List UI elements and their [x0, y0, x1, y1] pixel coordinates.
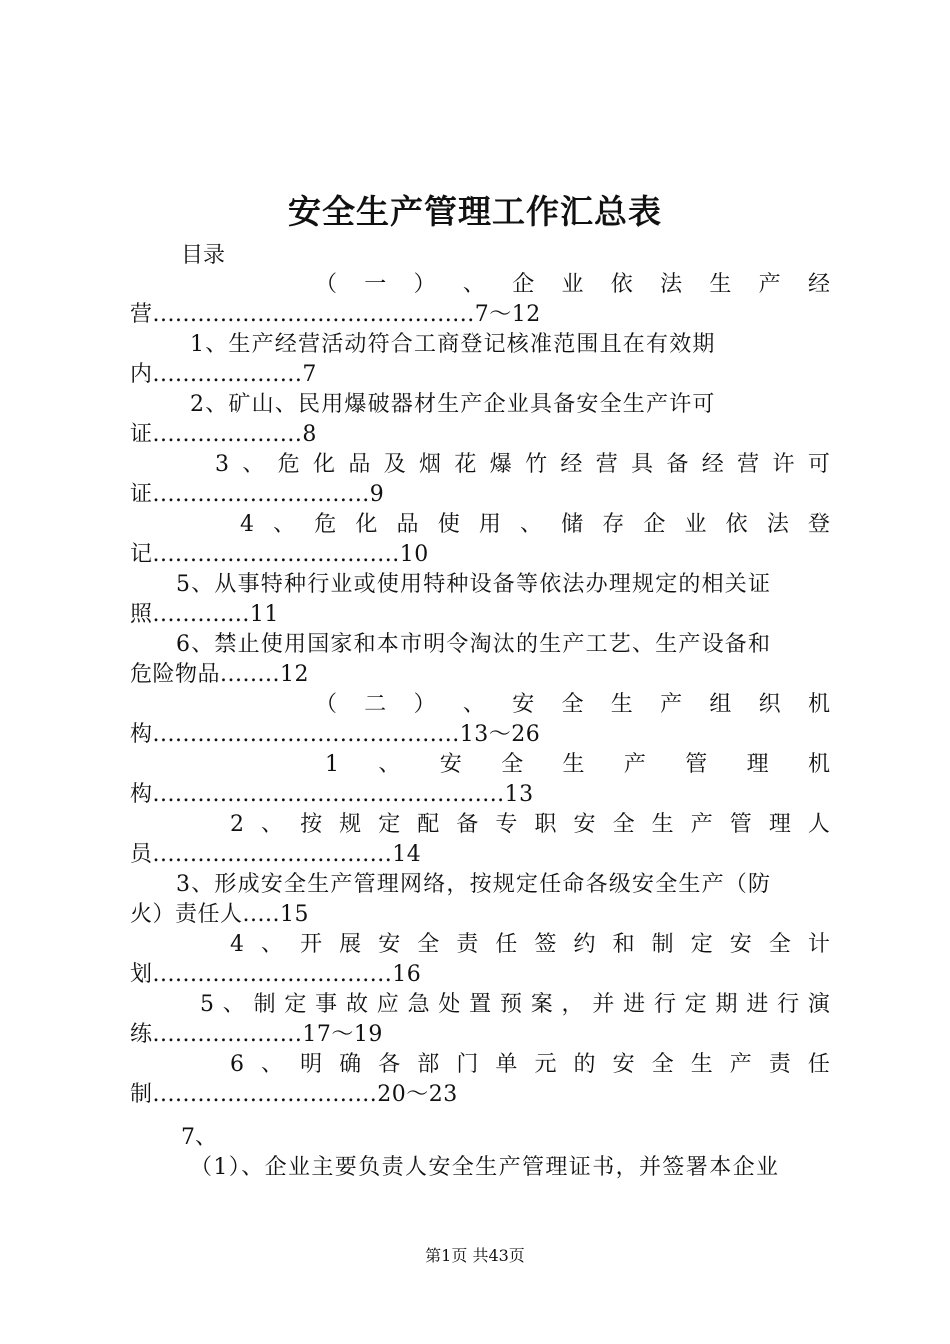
- toc-char: 管: [685, 752, 708, 777]
- toc-char: 产: [623, 752, 646, 777]
- toc-char: 业: [561, 272, 584, 297]
- toc-char: 依: [610, 272, 633, 297]
- toc-char: 期: [715, 992, 738, 1017]
- toc-char: 织: [758, 692, 781, 717]
- toc-entry-tail: 制..............................20～23: [130, 1082, 458, 1107]
- toc-char: 管: [729, 812, 752, 837]
- toc-char: 品: [348, 452, 371, 477]
- toc-char: 专: [495, 812, 518, 837]
- toc-char: 确: [339, 1052, 362, 1077]
- toc-char: 机: [807, 692, 830, 717]
- toc-char: 行: [653, 992, 676, 1017]
- toc-char: ，: [561, 992, 584, 1017]
- toc-char: 花: [454, 452, 477, 477]
- toc-char: 具: [631, 452, 654, 477]
- toc-char: 4: [240, 512, 254, 537]
- toc-char: 产: [690, 812, 713, 837]
- toc-char: 生: [562, 752, 585, 777]
- toc-char: 企: [512, 272, 535, 297]
- toc-char: 行: [777, 992, 800, 1017]
- toc-char: 使: [437, 512, 460, 537]
- toc-char: 企: [643, 512, 666, 537]
- toc-char: 、: [273, 512, 296, 537]
- toc-char: 定: [378, 812, 401, 837]
- toc-entry-head: [315, 270, 830, 300]
- toc-entry-head: [230, 810, 830, 840]
- toc-char: 按: [300, 812, 323, 837]
- toc-entry-head: [230, 1050, 830, 1080]
- toc-char: 生: [610, 692, 633, 717]
- toc-char: 机: [807, 752, 830, 777]
- toc-char: （: [315, 692, 338, 717]
- toc-entry-tail: 员................................14: [130, 842, 422, 867]
- toc-char: 产: [729, 1052, 752, 1077]
- toc-entry-tail: 记.................................10: [130, 542, 429, 567]
- toc-char: 的: [573, 1052, 596, 1077]
- toc-char: 许: [772, 452, 795, 477]
- toc-char: 依: [725, 512, 748, 537]
- toc-entry-tail: 构.........................................13～26: [130, 722, 541, 747]
- toc-char: 1: [325, 752, 339, 777]
- toc-char: 、: [519, 512, 542, 537]
- toc-char: 、: [261, 932, 284, 957]
- toc-entry-head: [200, 990, 830, 1020]
- page-title: 安全生产管理工作汇总表: [288, 192, 662, 231]
- toc-char: 5: [200, 992, 214, 1017]
- toc-entry-tail: 照.............11: [130, 602, 279, 627]
- toc-char: 4: [230, 932, 244, 957]
- toc-char: 2: [230, 812, 244, 837]
- toc-char: 制: [651, 932, 674, 957]
- toc-char: 爆: [489, 452, 512, 477]
- toc-char: 元: [534, 1052, 557, 1077]
- toc-char: 生: [709, 272, 732, 297]
- toc-entry-head: 2、矿山、民用爆破器材生产企业具备安全生产许可: [190, 392, 716, 417]
- toc-char: 责: [768, 1052, 791, 1077]
- toc-char: 全: [768, 932, 791, 957]
- toc-char: 全: [417, 932, 440, 957]
- page-footer: 第1页 共43页: [425, 1246, 525, 1265]
- toc-char: 竹: [525, 452, 548, 477]
- toc-char: 定: [690, 932, 713, 957]
- toc-char: 安: [512, 692, 535, 717]
- toc-char: 及: [383, 452, 406, 477]
- toc-char: 理: [746, 752, 769, 777]
- toc-char: 登: [807, 512, 830, 537]
- toc-char: 法: [660, 272, 683, 297]
- toc-char: 签: [534, 932, 557, 957]
- toc-char: 用: [478, 512, 501, 537]
- toc-char: ）: [413, 692, 436, 717]
- toc-char: 营: [595, 452, 618, 477]
- toc-char: 烟: [419, 452, 442, 477]
- toc-item-7: 7、: [181, 1125, 217, 1150]
- toc-char: 可: [807, 452, 830, 477]
- toc-char: 安: [378, 932, 401, 957]
- toc-char: 安: [612, 1052, 635, 1077]
- toc-char: 应: [376, 992, 399, 1017]
- toc-char: 生: [651, 812, 674, 837]
- toc-char: 、: [261, 812, 284, 837]
- toc-char: 3: [215, 452, 229, 477]
- toc-entry-tail: 证.............................9: [130, 482, 385, 507]
- toc-char: 二: [364, 692, 387, 717]
- toc-char: 责: [456, 932, 479, 957]
- toc-char: 、: [462, 272, 485, 297]
- toc-char: 存: [602, 512, 625, 537]
- toc-entry-tail: 练....................17～19: [130, 1022, 383, 1047]
- toc-char: 安: [729, 932, 752, 957]
- toc-entry-tail: 构...............................................13: [130, 782, 534, 807]
- toc-char: 和: [612, 932, 635, 957]
- toc-char: 备: [456, 812, 479, 837]
- toc-char: 理: [768, 812, 791, 837]
- toc-char: 演: [807, 992, 830, 1017]
- toc-char: 产: [660, 692, 683, 717]
- toc-char: 、: [462, 692, 485, 717]
- toc-entry-head: [215, 450, 830, 480]
- toc-char: 、: [378, 752, 401, 777]
- toc-char: 备: [666, 452, 689, 477]
- toc-char: 展: [339, 932, 362, 957]
- toc-char: 案: [530, 992, 553, 1017]
- toc-char: 处: [438, 992, 461, 1017]
- toc-char: 生: [690, 1052, 713, 1077]
- toc-char: 进: [623, 992, 646, 1017]
- toc-heading: 目录: [181, 243, 226, 268]
- toc-char: 营: [737, 452, 760, 477]
- toc-char: 规: [339, 812, 362, 837]
- toc-char: 开: [300, 932, 323, 957]
- toc-char: 明: [300, 1052, 323, 1077]
- toc-char: 经: [560, 452, 583, 477]
- toc-char: 急: [407, 992, 430, 1017]
- toc-entry-tail: 划................................16: [130, 962, 422, 987]
- toc-char: 储: [561, 512, 584, 537]
- toc-char: ）: [413, 272, 436, 297]
- toc-char: 故: [345, 992, 368, 1017]
- toc-char: 、: [242, 452, 265, 477]
- toc-char: 全: [651, 1052, 674, 1077]
- toc-char: 任: [495, 932, 518, 957]
- toc-entry-head: [230, 930, 830, 960]
- toc-entry-head: [315, 690, 830, 720]
- toc-char: （: [315, 272, 338, 297]
- toc-entry-head: [325, 750, 830, 780]
- toc-char: 门: [456, 1052, 479, 1077]
- toc-entry-head: [240, 510, 830, 540]
- toc-char: 预: [499, 992, 522, 1017]
- toc-char: 全: [612, 812, 635, 837]
- toc-char: 安: [439, 752, 462, 777]
- toc-char: 经: [701, 452, 724, 477]
- toc-item-7-1-text: （1）、企业主要负责人安全生产管理证书，并签署本企业: [190, 1155, 780, 1180]
- toc-char: 产: [758, 272, 781, 297]
- toc-char: 品: [396, 512, 419, 537]
- toc-char: 业: [684, 512, 707, 537]
- toc-char: 、: [261, 1052, 284, 1077]
- toc-char: 约: [573, 932, 596, 957]
- toc-entry-tail: 火）责任人.....15: [130, 902, 309, 927]
- toc-char: 置: [469, 992, 492, 1017]
- toc-char: 制: [253, 992, 276, 1017]
- toc-char: 6: [230, 1052, 244, 1077]
- toc-char: 计: [807, 932, 830, 957]
- toc-char: 法: [766, 512, 789, 537]
- toc-char: 危: [314, 512, 337, 537]
- toc-char: 定: [684, 992, 707, 1017]
- toc-char: 任: [807, 1052, 830, 1077]
- toc-char: 、: [222, 992, 245, 1017]
- toc-char: 化: [355, 512, 378, 537]
- toc-item-7-1: [190, 1153, 830, 1183]
- toc-entry-tail: 证....................8: [130, 422, 317, 447]
- toc-entry-head: 1、生产经营活动符合工商登记核准范围且在有效期: [190, 332, 716, 357]
- toc-entry-head: 6、禁止使用国家和本市明令淘汰的生产工艺、生产设备和: [176, 632, 772, 657]
- toc-entry-head: 3、形成安全生产管理网络，按规定任命各级安全生产（防: [176, 872, 772, 897]
- toc-entry-tail: 营...........................................7～12: [130, 302, 541, 327]
- toc-char: 全: [501, 752, 524, 777]
- toc-char: 一: [364, 272, 387, 297]
- toc-char: 进: [746, 992, 769, 1017]
- toc-char: 经: [807, 272, 830, 297]
- toc-char: 全: [561, 692, 584, 717]
- toc-char: 配: [417, 812, 440, 837]
- toc-char: 危: [277, 452, 300, 477]
- toc-char: 并: [592, 992, 615, 1017]
- toc-char: 人: [807, 812, 830, 837]
- toc-char: 部: [417, 1052, 440, 1077]
- toc-entry-head: 5、从事特种行业或使用特种设备等依法办理规定的相关证: [176, 572, 772, 597]
- toc-char: 职: [534, 812, 557, 837]
- toc-entry-tail: 内....................7: [130, 362, 317, 387]
- toc-char: 各: [378, 1052, 401, 1077]
- toc-entry-tail: 危险物品........12: [130, 662, 309, 687]
- toc-char: 定: [284, 992, 307, 1017]
- toc-char: 事: [315, 992, 338, 1017]
- toc-char: 单: [495, 1052, 518, 1077]
- toc-char: 组: [709, 692, 732, 717]
- toc-char: 安: [573, 812, 596, 837]
- toc-char: 化: [313, 452, 336, 477]
